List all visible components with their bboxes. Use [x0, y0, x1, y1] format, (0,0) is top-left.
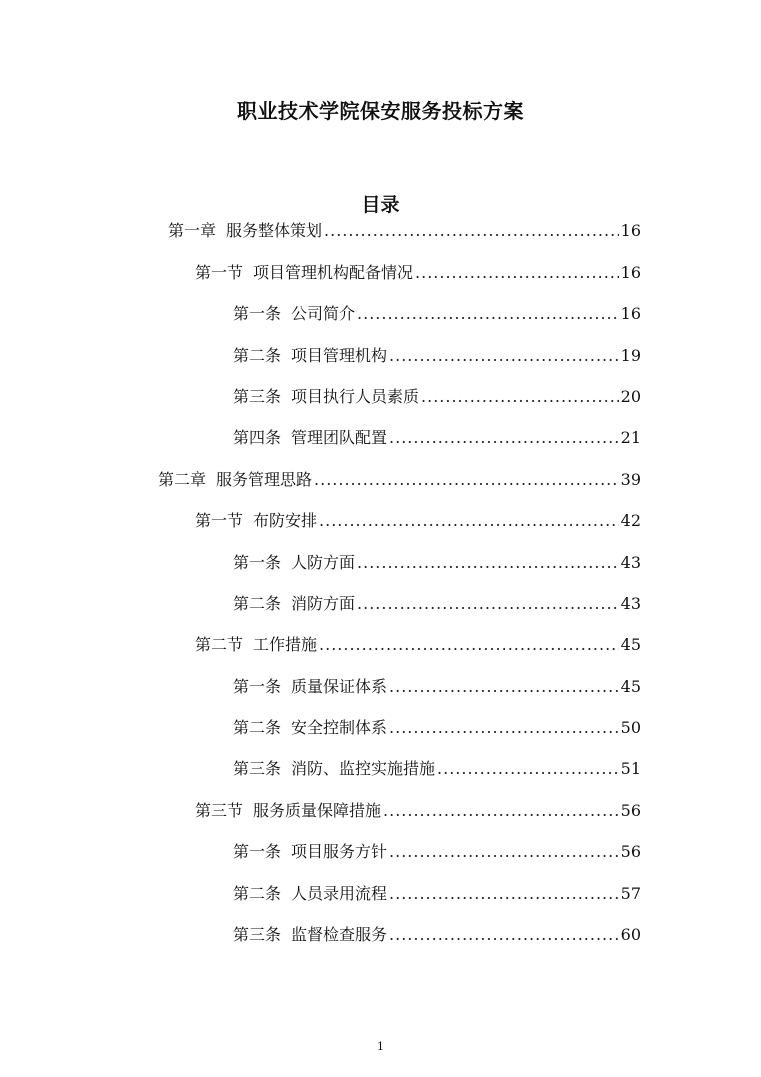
toc-entry-page: 50: [620, 718, 641, 737]
toc-entry[interactable]: [195, 262, 641, 284]
toc-entry-number: 第一条: [233, 304, 282, 323]
document-title: 职业技术学院保安服务投标方案: [237, 99, 524, 123]
toc-entry[interactable]: [168, 220, 641, 242]
toc-entry-number: 第一条: [233, 677, 282, 696]
toc-entry-title: 人防方面: [291, 553, 356, 572]
toc-dot-leader: [324, 220, 619, 242]
toc-entry-page: 45: [620, 635, 641, 654]
toc-entry[interactable]: [233, 841, 641, 863]
toc-dot-leader: [357, 593, 619, 615]
toc-entry[interactable]: [233, 593, 641, 615]
toc-entry-page: 43: [620, 594, 641, 613]
toc-entry-page: 56: [620, 801, 641, 820]
toc-entry-title: 人员录用流程: [291, 884, 388, 903]
toc-entry-title: 服务管理思路: [216, 470, 313, 489]
toc-entry-page: 42: [620, 511, 641, 530]
toc-entry-title: 质量保证体系: [291, 677, 388, 696]
toc-dot-leader: [389, 883, 619, 905]
toc-entry-title: 项目管理机构配备情况: [253, 263, 414, 282]
toc-entry-title: 项目管理机构: [291, 346, 388, 365]
toc-dot-leader: [314, 469, 619, 491]
toc-dot-leader: [415, 262, 619, 284]
toc-entry-number: 第一条: [233, 553, 282, 572]
page-number: 1: [377, 1040, 384, 1053]
toc-entry-title: 安全控制体系: [291, 718, 388, 737]
toc-entry[interactable]: [233, 345, 641, 367]
toc-dot-leader: [383, 800, 619, 822]
toc-entry[interactable]: [233, 758, 641, 780]
toc-dot-leader: [389, 676, 619, 698]
toc-entry-number: 第一条: [233, 842, 282, 861]
toc-dot-leader: [389, 427, 619, 449]
toc-entry-number: 第三节: [195, 801, 244, 820]
toc-entry-number: 第二条: [233, 718, 282, 737]
toc-entry-title: 消防、监控实施措施: [291, 759, 436, 778]
toc-entry[interactable]: [233, 924, 641, 946]
toc-entry-page: 57: [620, 884, 641, 903]
toc-entry-number: 第三条: [233, 387, 282, 406]
toc-dot-leader: [389, 924, 619, 946]
toc-entry[interactable]: [233, 303, 641, 325]
toc-entry-number: 第三条: [233, 759, 282, 778]
toc-entry-title: 服务整体策划: [226, 221, 323, 240]
toc-entry-number: 第一节: [195, 511, 244, 530]
toc-entry-page: 20: [620, 387, 641, 406]
toc-entry[interactable]: [233, 386, 641, 408]
toc-entry-number: 第一章: [168, 221, 217, 240]
toc-dot-leader: [319, 634, 619, 656]
toc-entry-number: 第二章: [158, 470, 207, 489]
toc-entry-number: 第一节: [195, 263, 244, 282]
toc-dot-leader: [389, 841, 619, 863]
toc-dot-leader: [437, 758, 619, 780]
toc-entry-page: 39: [620, 470, 641, 489]
toc-entry-number: 第二节: [195, 635, 244, 654]
toc-entry-page: 16: [620, 263, 641, 282]
toc-entry-title: 监督检查服务: [291, 925, 388, 944]
toc-entry-number: 第二条: [233, 346, 282, 365]
toc-entry-page: 16: [620, 304, 641, 323]
toc-dot-leader: [421, 386, 619, 408]
toc-entry-title: 管理团队配置: [291, 428, 388, 447]
toc-entry[interactable]: [158, 469, 641, 491]
toc-dot-leader: [389, 345, 619, 367]
toc-entry-title: 工作措施: [253, 635, 318, 654]
toc-entry-page: 51: [620, 759, 641, 778]
toc-entry-title: 消防方面: [291, 594, 356, 613]
toc-entry-page: 45: [620, 677, 641, 696]
toc-entry[interactable]: [233, 717, 641, 739]
toc-entry-title: 项目服务方针: [291, 842, 388, 861]
toc-entry-page: 16: [620, 221, 641, 240]
toc-entry[interactable]: [195, 634, 641, 656]
toc-entry-number: 第三条: [233, 925, 282, 944]
toc-entry[interactable]: [233, 883, 641, 905]
toc-dot-leader: [319, 510, 619, 532]
toc-entry[interactable]: [233, 676, 641, 698]
toc-entry-title: 服务质量保障措施: [253, 801, 382, 820]
toc-entry[interactable]: [233, 552, 641, 574]
toc-dot-leader: [389, 717, 619, 739]
toc-entry-number: 第二条: [233, 884, 282, 903]
toc-heading: 目录: [361, 194, 400, 216]
toc-entry-title: 布防安排: [253, 511, 318, 530]
toc-entry-page: 43: [620, 553, 641, 572]
toc-entry[interactable]: [195, 510, 641, 532]
toc-dot-leader: [357, 552, 619, 574]
toc-entry-page: 19: [620, 346, 641, 365]
toc-entry-title: 公司简介: [291, 304, 356, 323]
toc-entry-number: 第四条: [233, 428, 282, 447]
toc-entry-number: 第二条: [233, 594, 282, 613]
toc-dot-leader: [357, 303, 619, 325]
toc-entry-page: 56: [620, 842, 641, 861]
toc-entry-page: 21: [620, 428, 641, 447]
toc-entry[interactable]: [233, 427, 641, 449]
toc-entry-title: 项目执行人员素质: [291, 387, 420, 406]
toc-entry-page: 60: [620, 925, 641, 944]
toc-entry[interactable]: [195, 800, 641, 822]
